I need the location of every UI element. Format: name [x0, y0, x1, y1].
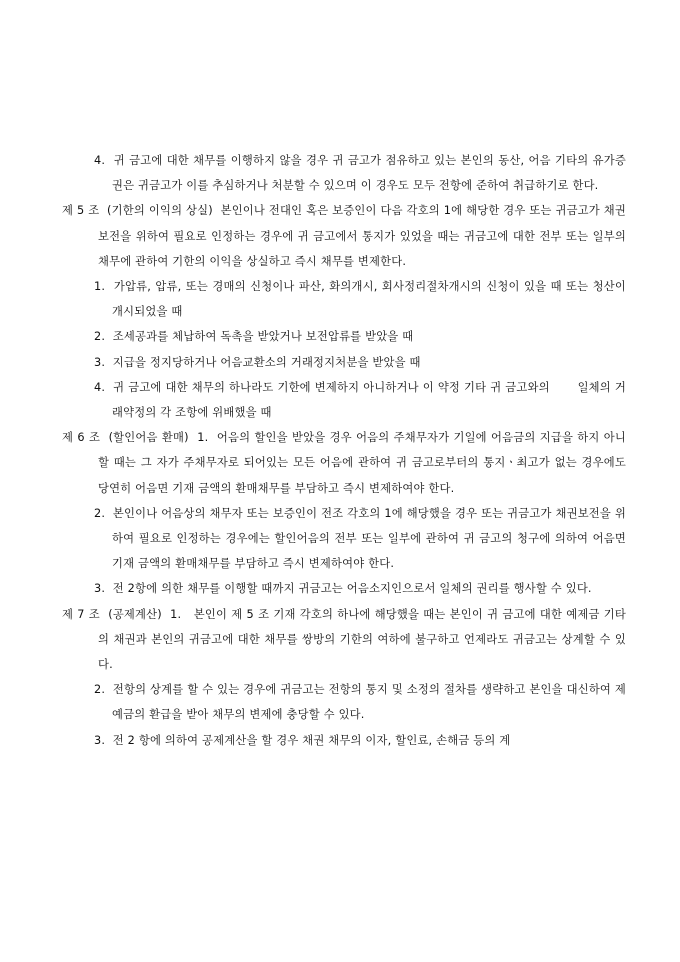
paragraph-article4-item4: 4. 귀 금고에 대한 채무를 이행하지 않을 경우 귀 금고가 점유하고 있는 본인의 동산, 어음 기타의 유가증권은 귀금고가 이를 추심하거나 처분할 수 있으며 이 경우도 모두 전항에 준하여 취급하기로 한다. [94, 154, 626, 193]
paragraph-article7-heading: 제 7 조 (공제계산) 1. 본인이 제 5 조 기재 각호의 하나에 해당했을 때는 본인이 귀 금고에 대한 예제금 기타의 채권과 본인의 귀금고에 대한 채무를 쌍방의 기한의 여하에 불구하고 언제라도 귀금고는 상계할 수 있다. [62, 607, 626, 672]
paragraph-article5-item4: 4. 귀 금고에 대한 채무의 하나라도 기한에 변제하지 아니하거나 이 약정 기타 귀 금고와의 일체의 거래약정의 각 조항에 위배했을 때 [94, 380, 626, 420]
paragraph-article6-heading: 제 6 조 (할인어음 환매) 1. 어음의 할인을 받았을 경우 어음의 주채무자가 기일에 어음금의 지급을 하지 아니할 때는 그 자가 주채무자로 되어있는 모든 어음에 관하여 귀 금고로부터의 통지ㆍ최고가 없는 경우에도 당연히 어음면 기재 금액의 환매채무를 부담하고 즉시 변제하여야 한다. [62, 431, 630, 495]
paragraph-article6-item2: 2. 본인이나 어음상의 채무자 또는 보증인이 전조 각호의 1에 해당했을 경우 또는 귀금고가 채권보전을 위하여 필요로 인정하는 경우에는 할인어음의 전부 또는 일부에 관하여 귀 금고의 청구에 의하여 어음면기재 금액의 환매채무를 부담하고 즉시 변제하여야 한다. [94, 506, 626, 571]
paragraph-article7-item2: 2. 전항의 상계를 할 수 있는 경우에 귀금고는 전항의 통지 및 소정의 절차를 생략하고 본인을 대신하여 제예금의 환급을 받아 채무의 변제에 충당할 수 있다. [94, 683, 626, 722]
paragraph-article5-heading: 제 5 조 (기한의 이익의 상실) 본인이나 전대인 혹은 보증인이 다음 각호의 1에 해당한 경우 또는 귀금고가 채권보전을 위하여 필요로 인정하는 경우에 귀 금고에서 통지가 있었을 때는 귀금고에 대한 전부 또는 일부의 채무에 관하여 기한의 이익을 상실하고 즉시 채무를 변제한다. [62, 204, 630, 268]
paragraph-article5-item3: 3. 지급을 정지당하거나 어음교환소의 거래정지처분을 받았을 때 [94, 355, 421, 369]
paragraph-article7-item3: 3. 전 2 항에 의하여 공제계산을 할 경우 채권 채무의 이자, 할인료, 손해금 등의 계 [94, 733, 511, 747]
contract-text-body [62, 148, 630, 753]
paragraph-article6-item3: 3. 전 2항에 의한 채무를 이행할 때까지 귀금고는 어음소지인으로서 일체의 권리를 행사할 수 있다. [94, 582, 592, 596]
paragraph-article5-item1: 1. 가압류, 압류, 또는 경매의 신청이나 파산, 화의개시, 회사정리절차개시의 신청이 있을 때 또는 청산이 개시되었을 때 [94, 280, 630, 319]
paragraph-article5-item2: 2. 조세공과를 체납하여 독촉을 받았거나 보전압류를 받았을 때 [94, 330, 414, 344]
